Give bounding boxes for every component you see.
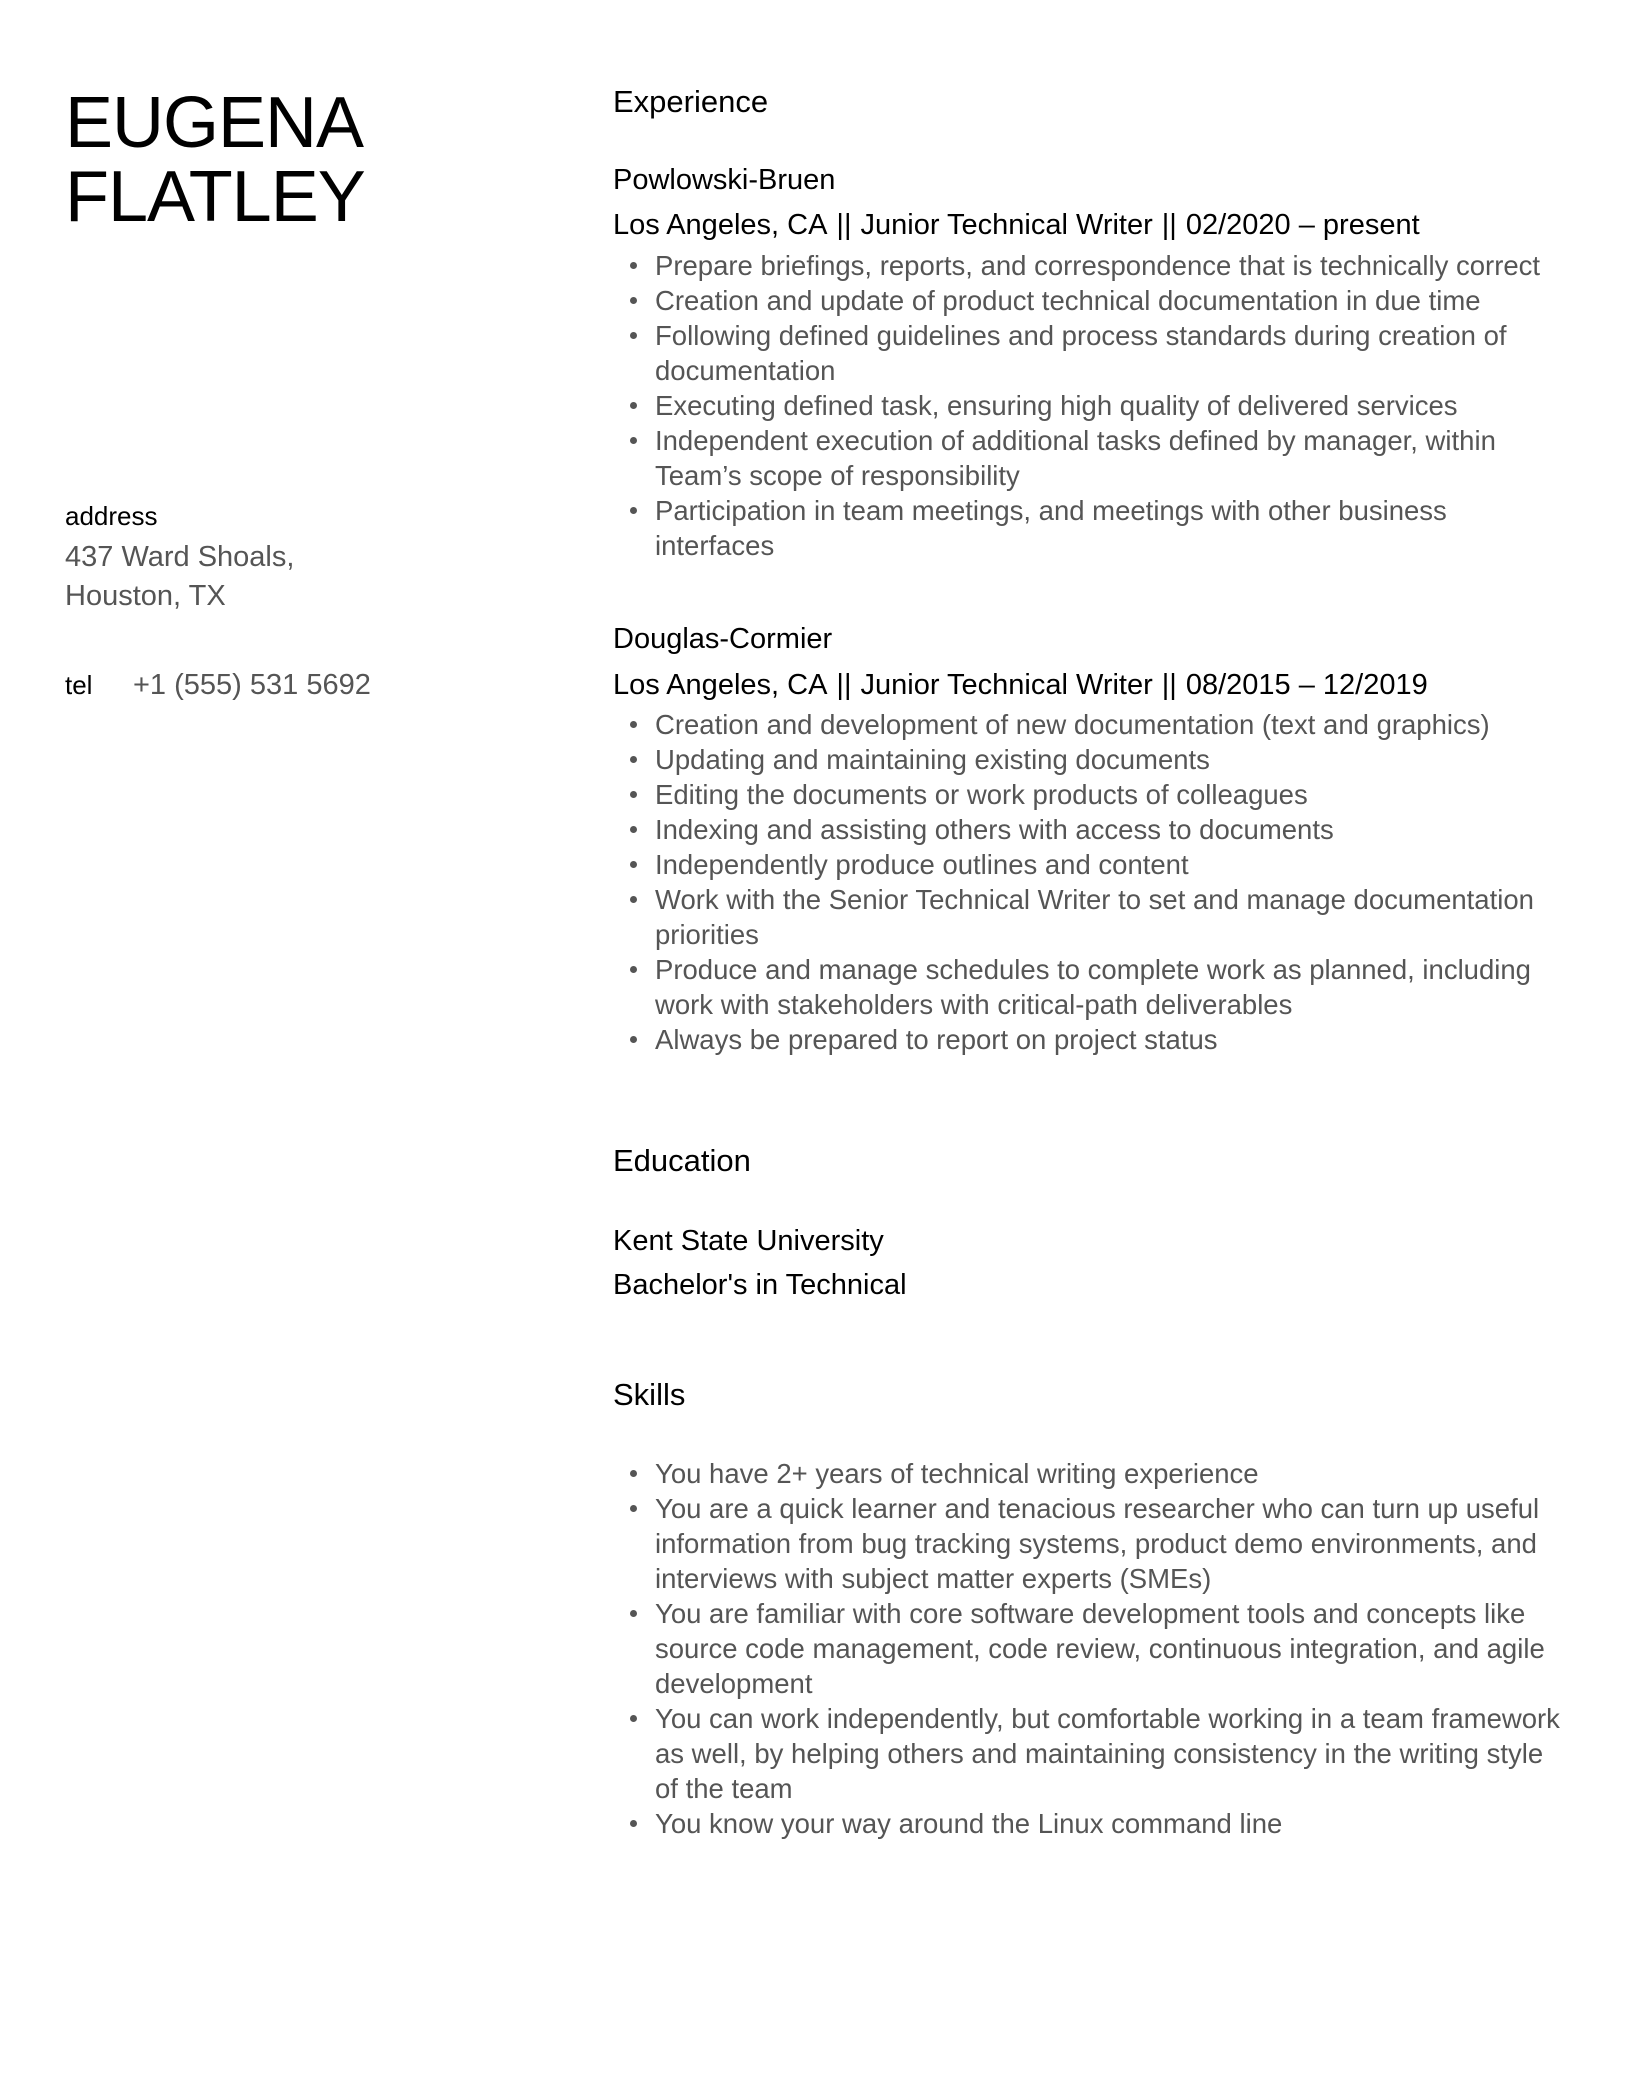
job-2-dates: 08/2015 – 12/2019 — [1185, 669, 1428, 701]
tel-value: +1 (555) 531 5692 — [133, 669, 371, 701]
job-1-role: Junior Technical Writer — [860, 209, 1153, 241]
job-1-meta — [613, 206, 1420, 244]
list-item: Work with the Senior Technical Writer to set and manage documentation priorities — [655, 882, 1573, 952]
job-2-separator-1: || — [836, 669, 852, 701]
job-2-role: Junior Technical Writer — [860, 669, 1153, 701]
address-line-1: 437 Ward Shoals, — [65, 541, 295, 573]
experience-title: Experience — [613, 84, 769, 119]
list-item: Executing defined task, ensuring high quality of delivered services — [655, 388, 1573, 423]
list-item: You have 2+ years of technical writing experience — [655, 1456, 1573, 1491]
education-degree: Bachelor's in Technical — [613, 1269, 907, 1301]
job-1-separator-1: || — [836, 209, 852, 241]
list-item: You know your way around the Linux command line — [655, 1806, 1573, 1841]
job-1-separator-2: || — [1161, 209, 1177, 241]
list-item: You are a quick learner and tenacious researcher who can turn up useful information from bug tracking systems, product demo environments, and interviews with subject matter experts (SMEs) — [655, 1491, 1573, 1596]
list-item: Independent execution of additional tasks defined by manager, within Team’s scope of responsibility — [655, 423, 1573, 493]
address-lines — [65, 538, 565, 616]
list-item: Indexing and assisting others with access to documents — [655, 812, 1573, 847]
education-title: Education — [613, 1143, 751, 1178]
job-2-bullets — [613, 707, 1573, 1057]
list-item: Prepare briefings, reports, and correspondence that is technically correct — [655, 248, 1573, 283]
list-item: You can work independently, but comfortable working in a team framework as well, by helping others and maintaining consistency in the writing style of the team — [655, 1701, 1573, 1806]
tel-label: tel — [65, 670, 93, 700]
first-name: EUGENA — [65, 83, 364, 163]
list-item: Updating and maintaining existing documents — [655, 742, 1573, 777]
address-label: address — [65, 501, 158, 531]
job-2-company: Douglas-Cormier — [613, 623, 833, 655]
list-item: Creation and update of product technical documentation in due time — [655, 283, 1573, 318]
address-block — [65, 500, 565, 616]
skills-bullets — [613, 1456, 1573, 1841]
job-2-location: Los Angeles, CA — [613, 669, 828, 701]
list-item: Editing the documents or work products of colleagues — [655, 777, 1573, 812]
tel-row — [65, 666, 565, 704]
list-item: Independently produce outlines and content — [655, 847, 1573, 882]
address-line-2: Houston, TX — [65, 580, 226, 612]
list-item: Produce and manage schedules to complete work as planned, including work with stakeholders with critical-path deliverables — [655, 952, 1573, 1022]
list-item: Creation and development of new documentation (text and graphics) — [655, 707, 1573, 742]
list-item: You are familiar with core software development tools and concepts like source code management, code review, continuous integration, and agile development — [655, 1596, 1573, 1701]
list-item: Following defined guidelines and process standards during creation of documentation — [655, 318, 1573, 388]
list-item: Participation in team meetings, and meetings with other business interfaces — [655, 493, 1573, 563]
job-2-separator-2: || — [1161, 669, 1177, 701]
job-1-bullets — [613, 248, 1573, 563]
list-item: Always be prepared to report on project status — [655, 1022, 1573, 1057]
last-name: FLATLEY — [65, 157, 365, 237]
skills-title: Skills — [613, 1377, 686, 1412]
candidate-name — [65, 83, 565, 237]
job-2-meta — [613, 666, 1428, 704]
job-1-company: Powlowski-Bruen — [613, 164, 836, 196]
education-school: Kent State University — [613, 1225, 884, 1257]
job-1-location: Los Angeles, CA — [613, 209, 828, 241]
job-1-dates: 02/2020 – present — [1185, 209, 1420, 241]
